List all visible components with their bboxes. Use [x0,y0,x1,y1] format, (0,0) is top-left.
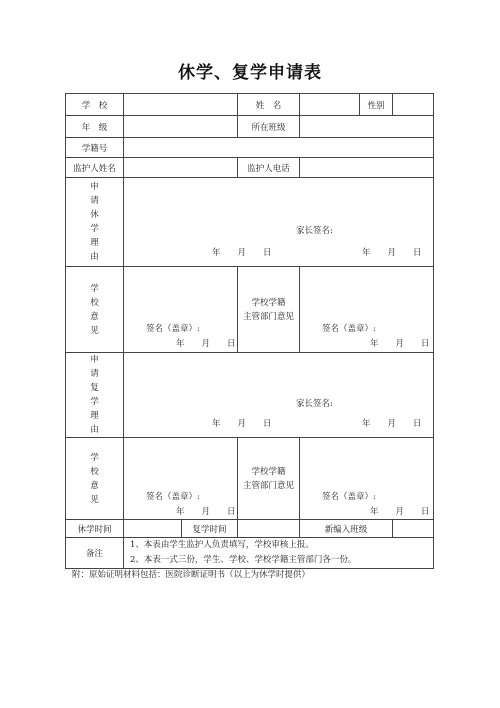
school-field[interactable] [124,94,238,116]
resume-time-field[interactable] [238,520,300,538]
application-form-table [65,93,434,569]
student-id-label: 学籍号 [66,138,124,158]
suspend-reason-field[interactable] [124,178,434,267]
grade-label: 年 级 [66,116,124,138]
name-field[interactable] [300,94,360,116]
school-opinion-label: 学 校 意 见 [66,438,124,520]
date-label: 年 月 日 [176,339,236,349]
suspend-time-label: 休学时间 [66,520,124,538]
dept-opinion-label: 学校学籍 主管部门意见 [238,267,300,353]
remarks-notes [124,538,434,569]
resume-reason-field[interactable] [124,353,434,438]
school-opinion-field[interactable] [124,438,238,520]
new-class-label: 新编入班级 [300,520,393,538]
class-field[interactable] [300,116,434,138]
date-label: 年 月 日 [370,507,430,517]
guardian-phone-label: 监护人电话 [238,158,300,178]
school-opinion-label: 学 校 意 见 [66,267,124,353]
guardian-name-label: 监护人姓名 [66,158,124,178]
guardian-phone-field[interactable] [300,158,434,178]
gender-label: 性别 [360,94,393,116]
grade-field[interactable] [124,116,238,138]
note-item: 2、本表一式三份，学生、学校、学校学籍主管部门各一份。 [130,555,357,565]
seal-label: 签名（盖章）: [146,324,200,334]
dept-opinion-field[interactable] [300,267,434,353]
date-label: 年 月 日 [212,248,272,258]
footnote: 附：原始证明材料包括：医院诊断证明书（以上为休学时提供） [72,570,311,580]
student-id-field[interactable] [124,138,434,158]
new-class-field[interactable] [393,520,434,538]
date-label: 年 月 日 [212,419,272,429]
class-label: 所在班级 [238,116,300,138]
resume-reason-label: 申 请 复 学 理 由 [66,353,124,438]
date-label: 年 月 日 [362,248,422,258]
seal-label: 签名（盖章）: [322,492,376,502]
form-title: 休学、复学申请表 [178,63,322,83]
suspend-reason-label: 申 请 休 学 理 由 [66,178,124,267]
remarks-label: 备注 [66,538,124,569]
date-label: 年 月 日 [370,339,430,349]
parent-signature-label: 家长签名: [296,399,333,409]
seal-label: 签名（盖章）: [146,492,200,502]
dept-opinion-field[interactable] [300,438,434,520]
resume-time-label: 复学时间 [182,520,238,538]
date-label: 年 月 日 [176,507,236,517]
date-label: 年 月 日 [362,419,422,429]
suspend-time-field[interactable] [124,520,182,538]
note-item: 1、本表由学生监护人负责填写，学校审核上报。 [130,540,314,550]
gender-field[interactable] [393,94,434,116]
name-label: 姓 名 [238,94,300,116]
school-label: 学 校 [66,94,124,116]
parent-signature-label: 家长签名: [296,226,333,236]
guardian-name-field[interactable] [124,158,238,178]
dept-opinion-label: 学校学籍 主管部门意见 [238,438,300,520]
seal-label: 签名（盖章）: [322,324,376,334]
school-opinion-field[interactable] [124,267,238,353]
